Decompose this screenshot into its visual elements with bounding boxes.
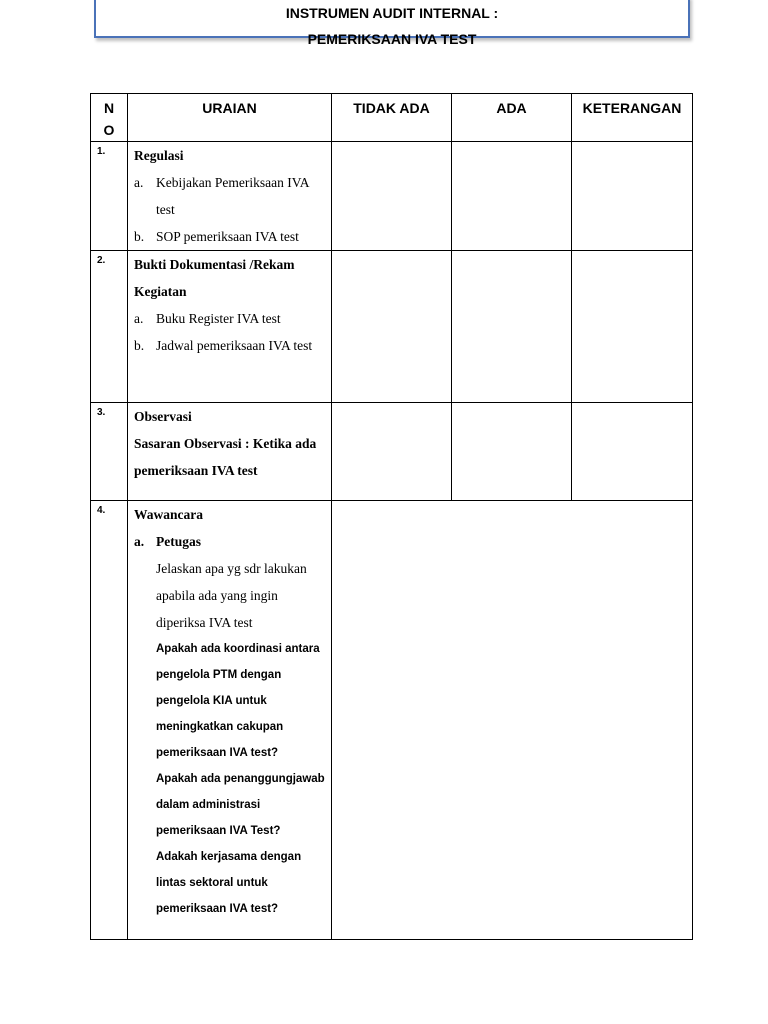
- section-title: Bukti Dokumentasi /Rekam Kegiatan: [134, 257, 295, 299]
- row-number: 1.: [91, 142, 128, 251]
- column-header-uraian: URAIAN: [128, 94, 332, 142]
- table-header-row: [91, 94, 693, 142]
- row-number: 2.: [91, 251, 128, 403]
- section-title: Wawancara: [134, 507, 203, 522]
- row-description: [128, 403, 332, 501]
- list-item: a. Kebijakan Pemeriksaan IVA test: [134, 175, 309, 217]
- keterangan-cell[interactable]: [572, 403, 693, 501]
- interview-question: Adakah kerjasama dengan lintas sektoral untuk pemeriksaan IVA test?: [156, 851, 302, 915]
- keterangan-cell[interactable]: [572, 142, 693, 251]
- document-subtitle: PEMERIKSAAN IVA TEST: [307, 31, 477, 47]
- item-list: [134, 528, 327, 555]
- tidak-ada-cell[interactable]: [332, 403, 452, 501]
- column-header-no: N O: [91, 94, 128, 142]
- column-header-keterangan: KETERANGAN: [572, 94, 693, 142]
- row-description: [128, 501, 332, 940]
- tidak-ada-cell[interactable]: [332, 142, 452, 251]
- row-description: [128, 142, 332, 251]
- table-row: [91, 403, 693, 501]
- list-item: a. Buku Register IVA test: [134, 311, 281, 326]
- ada-cell[interactable]: [452, 142, 572, 251]
- interview-question: Apakah ada koordinasi antara pengelola PTM dengan pengelola KIA untuk meningkatkan cakupan pemeriksaan IVA test?: [156, 643, 320, 759]
- column-header-tidak-ada: TIDAK ADA: [332, 94, 452, 142]
- observation-target: Sasaran Observasi : Ketika ada pemeriksaan IVA test: [134, 436, 317, 478]
- ada-cell[interactable]: [452, 251, 572, 403]
- keterangan-cell[interactable]: [572, 251, 693, 403]
- section-title: Regulasi: [134, 148, 184, 163]
- item-list: [134, 305, 327, 359]
- merged-answer-cell[interactable]: [332, 501, 693, 940]
- table-row: [91, 142, 693, 251]
- row-description: [128, 251, 332, 403]
- list-item: b. SOP pemeriksaan IVA test: [134, 229, 299, 244]
- section-title: Observasi: [134, 409, 192, 424]
- item-list: [134, 169, 327, 250]
- ada-cell[interactable]: [452, 403, 572, 501]
- title-box: [94, 0, 690, 47]
- table-row: [91, 251, 693, 403]
- audit-table: [90, 93, 693, 940]
- list-item: b. Jadwal pemeriksaan IVA test: [134, 338, 313, 353]
- list-item: a. Petugas: [134, 534, 201, 549]
- document-title: INSTRUMEN AUDIT INTERNAL :: [285, 5, 499, 21]
- table-row: [91, 501, 693, 940]
- row-number: 3.: [91, 403, 128, 501]
- row-number: 4.: [91, 501, 128, 940]
- interview-question: Apakah ada penanggungjawab dalam administrasi pemeriksaan IVA Test?: [156, 773, 325, 837]
- interview-question: Jelaskan apa yg sdr lakukan apabila ada yang ingin diperiksa IVA test: [156, 561, 307, 630]
- column-header-ada: ADA: [452, 94, 572, 142]
- tidak-ada-cell[interactable]: [332, 251, 452, 403]
